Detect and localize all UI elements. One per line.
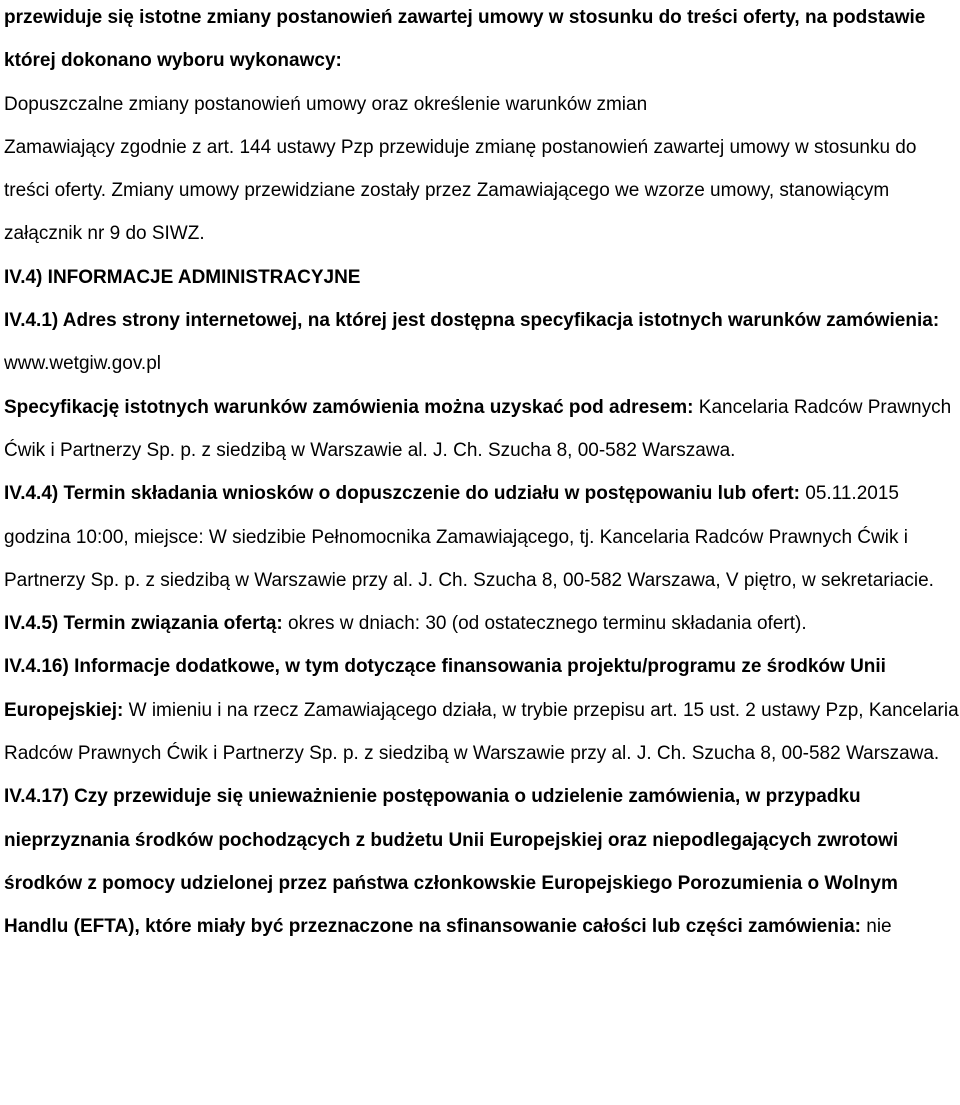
paragraph-iv416: [4, 645, 960, 775]
text-run: Specyfikację istotnych warunków zamówienia można uzyskać pod adresem:: [4, 396, 699, 418]
paragraph-changes-question: [4, 0, 960, 83]
paragraph-iv417: [4, 775, 960, 948]
text-run: IV.4) INFORMACJE ADMINISTRACYJNE: [4, 266, 361, 288]
text-run: Zamawiający zgodnie z art. 144 ustawy Pzp przewiduje zmianę postanowień zawartej umowy w stosunku do treści oferty. Zmiany umowy przewidziane zostały przez Zamawiającego we wzorze umowy, stanowiącym załącznik nr 9 do SIWZ.: [4, 136, 917, 245]
paragraph-changes-body: [4, 126, 960, 256]
text-run: nie: [866, 916, 892, 938]
text-run: W imieniu i na rzecz Zamawiającego działa, w trybie przepisu art. 15 ust. 2 ustawy Pzp, Kancelaria Radców Prawnych Ćwik i Partnerzy Sp. p. z siedzibą w Warszawie przy al. J. Ch. Szucha 8, 00-582 Warszawa.: [4, 699, 959, 765]
text-run: przewiduje się istotne zmiany postanowień zawartej umowy w stosunku do treści oferty, na podstawie której dokonano wyboru wykonawcy:: [4, 7, 926, 72]
text-run: IV.4.16) Informacje dodatkowe, w tym dotyczące finansowania projektu/programu ze środków Unii Europejskiej:: [4, 656, 886, 721]
paragraph-iv41: [4, 299, 960, 386]
text-run: IV.4.1) Adres strony internetowej, na której jest dostępna specyfikacja istotnych warunków zamówienia:: [4, 310, 940, 332]
text-run: IV.4.4) Termin składania wniosków o dopuszczenie do udziału w postępowaniu lub ofert:: [4, 483, 806, 505]
section-heading-iv4: [4, 256, 960, 299]
text-run: IV.4.5) Termin związania ofertą:: [4, 613, 289, 635]
text-run: IV.4.17) Czy przewiduje się unieważnienie postępowania o udzielenie zamówienia, w przypadku nieprzyznania środków pochodzących z budżetu Unii Europejskiej oraz niepodlegających zwrotowi środków z pomocy udzielonej przez państwa członkowskie Europejskiego Porozumienia o Wolnym Handlu (EFTA), które miały być przeznaczone na sfinansowanie całości lub części zamówienia:: [4, 786, 899, 938]
paragraph-iv44: [4, 472, 960, 602]
website-url: www.wetgiw.gov.pl: [4, 353, 161, 375]
text-run: 05.11.2015 godzina 10:00, miejsce: W siedzibie Pełnomocnika Zamawiającego, tj. Kancelaria Radców Prawnych Ćwik i Partnerzy Sp. p. z siedzibą w Warszawie przy al. J. Ch. Szucha 8, 00-582 Warszawa, V piętro, w sekretariacie.: [4, 483, 934, 591]
text-run: Dopuszczalne zmiany postanowień umowy oraz określenie warunków zmian: [4, 93, 648, 115]
paragraph-iv45: [4, 602, 960, 645]
paragraph-changes-heading: [4, 83, 960, 126]
text-run: Kancelaria Radców Prawnych Ćwik i Partnerzy Sp. p. z siedzibą w Warszawie al. J. Ch. Szucha 8, 00-582 Warszawa.: [4, 396, 952, 461]
text-run: okres w dniach: 30 (od ostatecznego terminu składania ofert).: [288, 613, 807, 635]
paragraph-siwz-availability: [4, 386, 960, 473]
